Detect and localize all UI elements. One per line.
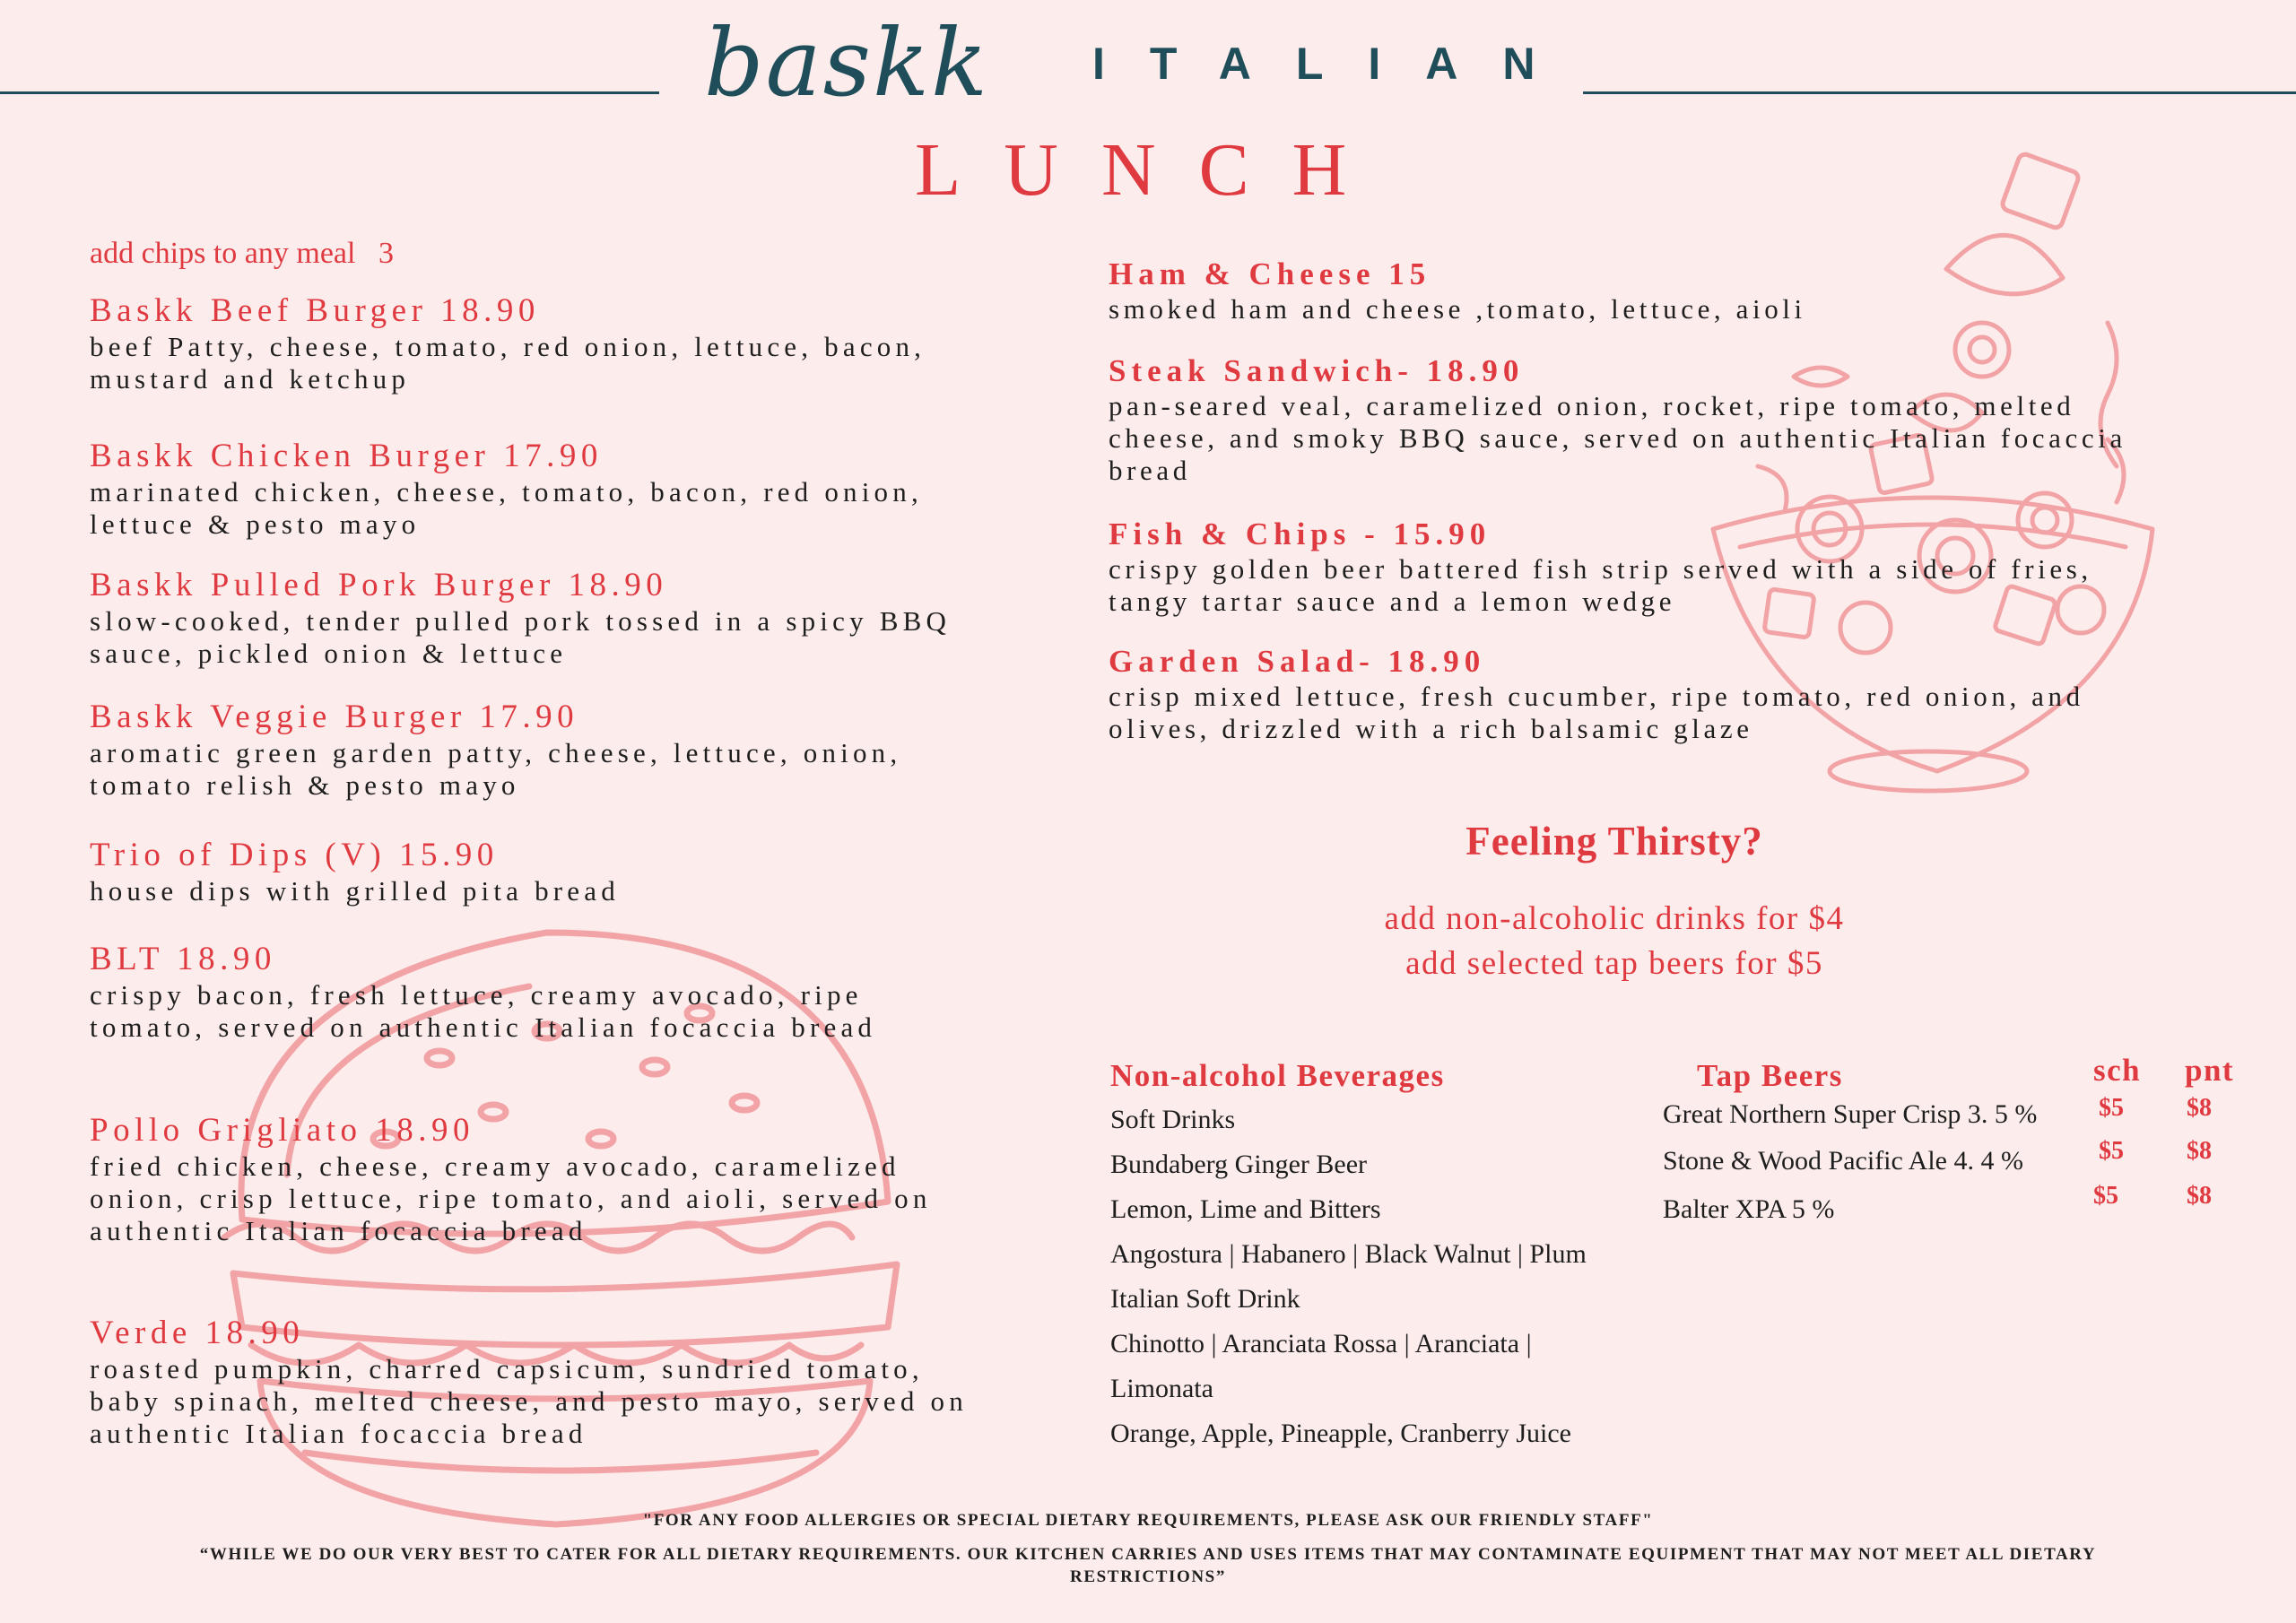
tap-beer-price-pnt: $8 — [2187, 1094, 2212, 1122]
chips-note: add chips to any meal 3 — [90, 237, 394, 270]
menu-item-steak-sandwich — [1109, 355, 2185, 487]
menu-item-title: Garden Salad- 18.90 — [1109, 644, 1486, 679]
menu-item-desc: crispy bacon, fresh lettuce, creamy avocado, ripe tomato, served on authentic Italian focaccia bread — [90, 978, 877, 1043]
menu-item-garden-salad — [1109, 646, 2185, 745]
tap-beer-name: Balter XPA 5 % — [1663, 1194, 1835, 1224]
menu-item-ham-cheese — [1109, 258, 2185, 325]
menu-item-veggie-burger — [90, 700, 969, 802]
menu-item-trio-of-dips — [90, 838, 969, 907]
menu-item-title: Baskk Pulled Pork Burger 18.90 — [90, 567, 668, 603]
menu-item-desc: crisp mixed lettuce, fresh cucumber, ripe tomato, red onion, and olives, drizzled with a rich balsamic glaze — [1109, 680, 2084, 744]
non-alcohol-heading: Non-alcohol Beverages — [1110, 1058, 1445, 1093]
brand-logo-word: ITALIAN — [1092, 39, 1580, 89]
menu-item-desc: pan-seared veal, caramelized onion, rocket, ripe tomato, melted cheese, and smoky BBQ sauce, served on authentic Italian focaccia bread — [1109, 389, 2126, 486]
thirsty-offer-beers: add selected tap beers for $5 — [1405, 945, 1823, 982]
tap-beer-name: Great Northern Super Crisp 3. 5 % — [1663, 1099, 2038, 1129]
tap-beers-heading: Tap Beers — [1697, 1058, 1843, 1093]
dietary-disclaimer: “WHILE WE DO OUR VERY BEST TO CATER FOR ALL DIETARY REQUIREMENTS. OUR KITCHEN CARRIES AND USES ITEMS THAT MAY CONTAMINATE EQUIPMENT THAT MAY NOT MEET ALL DIETARY RESTRICTIONS” — [199, 1545, 2097, 1586]
menu-item-title: Trio of Dips (V) 15.90 — [90, 837, 499, 873]
menu-item-desc: smoked ham and cheese ,tomato, lettuce, aioli — [1109, 292, 1806, 325]
menu-item-title: Ham & Cheese 15 — [1109, 256, 1431, 291]
beverage-item: Soft Drinks — [1110, 1105, 1236, 1134]
menu-item-pulled-pork-burger — [90, 568, 969, 670]
menu-item-desc: beef Patty, cheese, tomato, red onion, lettuce, bacon, mustard and ketchup — [90, 330, 926, 395]
beverage-item: Orange, Apple, Pineapple, Cranberry Juice — [1110, 1419, 1571, 1448]
brand-logo-script: baskk — [704, 8, 989, 117]
menu-item-title: Fish & Chips - 15.90 — [1109, 516, 1492, 551]
menu-item-desc: marinated chicken, cheese, tomato, bacon, red onion, lettuce & pesto mayo — [90, 475, 923, 540]
menu-item-fish-chips — [1109, 518, 2185, 618]
menu-item-title: Verde 18.90 — [90, 1315, 305, 1351]
menu-item-title: Steak Sandwich- 18.90 — [1109, 353, 1525, 388]
beverage-item: Italian Soft Drink — [1110, 1284, 1300, 1314]
tap-beer-name: Stone & Wood Pacific Ale 4. 4 % — [1663, 1146, 2023, 1176]
page-title: LUNCH — [915, 128, 1390, 212]
thirsty-heading: Feeling Thirsty? — [1465, 819, 1763, 864]
menu-item-title: Baskk Veggie Burger 17.90 — [90, 699, 579, 735]
menu-item-desc: roasted pumpkin, charred capsicum, sundried tomato, baby spinach, melted cheese, and pesto mayo, served on authentic Italian focaccia bread — [90, 1352, 968, 1449]
beverage-item: Chinotto | Aranciata Rossa | Aranciata | — [1110, 1329, 1532, 1358]
beverage-item: Lemon, Lime and Bitters — [1110, 1194, 1381, 1224]
header-rule-right — [1583, 91, 2296, 94]
tap-beers-col-sch: sch — [2093, 1053, 2142, 1088]
beverage-item: Bundaberg Ginger Beer — [1110, 1150, 1368, 1179]
menu-item-desc: slow-cooked, tender pulled pork tossed in a spicy BBQ sauce, pickled onion & lettuce — [90, 604, 952, 669]
header-rule-left — [0, 91, 659, 94]
menu-item-title: Baskk Chicken Burger 17.90 — [90, 438, 603, 474]
tap-beer-price-pnt: $8 — [2187, 1137, 2212, 1165]
menu-item-verde — [90, 1316, 969, 1450]
menu-item-chicken-burger — [90, 439, 969, 541]
menu-item-desc: crispy golden beer battered fish strip served with a side of fries, tangy tartar sauce and a lemon wedge — [1109, 552, 2092, 617]
menu-item-desc: house dips with grilled pita bread — [90, 874, 620, 907]
allergy-notice: "FOR ANY FOOD ALLERGIES OR SPECIAL DIETARY REQUIREMENTS, PLEASE ASK OUR FRIENDLY STAFF" — [642, 1511, 1654, 1530]
menu-item-title: Pollo Grigliato 18.90 — [90, 1112, 474, 1149]
tap-beer-price-sch: $5 — [2099, 1137, 2124, 1165]
beverage-item: Angostura | Habanero | Black Walnut | Plum — [1110, 1239, 1587, 1269]
tap-beer-price-pnt: $8 — [2187, 1182, 2212, 1210]
thirsty-offer-drinks: add non-alcoholic drinks for $4 — [1384, 900, 1845, 937]
menu-item-blt — [90, 942, 969, 1044]
menu-item-desc: fried chicken, cheese, creamy avocado, caramelized onion, crisp lettuce, ripe tomato, and aioli, served on authentic Italian focaccia bread — [90, 1150, 932, 1246]
menu-item-pollo-grigliato — [90, 1114, 969, 1247]
menu-item-title: BLT 18.90 — [90, 941, 276, 977]
tap-beer-price-sch: $5 — [2093, 1182, 2118, 1210]
tap-beer-price-sch: $5 — [2099, 1094, 2124, 1122]
tap-beers-col-pnt: pnt — [2185, 1053, 2235, 1088]
menu-item-title: Baskk Beef Burger 18.90 — [90, 292, 540, 329]
beverage-item: Limonata — [1110, 1374, 1213, 1403]
menu-item-desc: aromatic green garden patty, cheese, lettuce, onion, tomato relish & pesto mayo — [90, 736, 902, 801]
menu-item-beef-burger — [90, 294, 969, 395]
